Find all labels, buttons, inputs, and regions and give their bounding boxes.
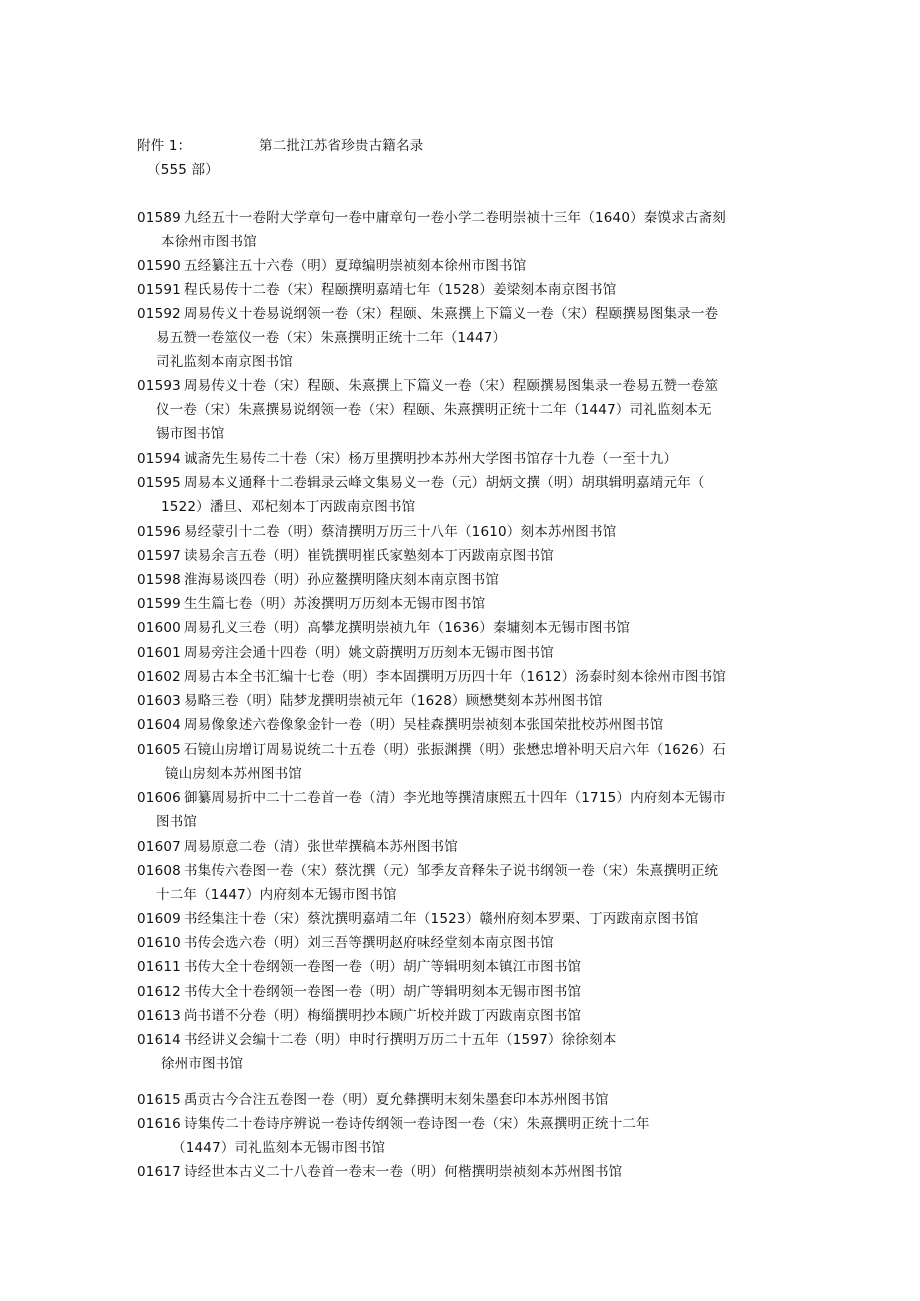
entry-line: 01602 周易古本全书汇编十七卷（明）李本固撰明万历四十年（1612）汤泰时刻本徐州市图书馆	[137, 669, 727, 685]
entry-number: 01612	[137, 984, 181, 1000]
entry-line: 01610 书传会选六卷（明）刘三吾等撰明赵府味经堂刻本南京图书馆	[137, 935, 554, 951]
entry-number: 01600	[137, 620, 181, 636]
entry-line: 01609 书经集注十卷（宋）蔡沈撰明嘉靖二年（1523）赣州府刻本罗栗、丁丙跋南京图书馆	[137, 911, 699, 927]
entry-number: 01598	[137, 572, 181, 588]
entry-number: 01607	[137, 839, 181, 855]
entry-line-cont: （1447）司礼监刻本无锡市图书馆	[172, 1140, 386, 1156]
entry-line-cont: 锡市图书馆	[156, 426, 225, 442]
entry-number: 01608	[137, 863, 181, 879]
entry-number: 01606	[137, 790, 181, 806]
entry-line-cont: 图书馆	[156, 814, 198, 830]
attachment-label: 附件 1：	[137, 138, 192, 154]
entry-line: 01592 周易传义十卷易说纲领一卷（宋）程颐、朱熹撰上下篇义一卷（宋）程颐撰易图集录一卷	[137, 306, 719, 322]
entry-line: 01614 书经讲义会编十二卷（明）申时行撰明万历二十五年（1597）徐徐刻本	[137, 1032, 617, 1048]
entry-line-cont: 易五赞一卷筮仪一卷（宋）朱熹撰明正统十二年（1447）	[156, 330, 507, 346]
entry-line: 01615 禹贡古今合注五卷图一卷（明）夏允彝撰明末刻朱墨套印本苏州图书馆	[137, 1092, 609, 1108]
entry-number: 01595	[137, 475, 181, 491]
entry-line: 01616 诗集传二十卷诗序辨说一卷诗传纲领一卷诗图一卷（宋）朱熹撰明正统十二年	[137, 1116, 650, 1132]
page-title: 第二批江苏省珍贵古籍名录	[259, 138, 424, 154]
entry-line: 01593 周易传义十卷（宋）程颐、朱熹撰上下篇义一卷（宋）程颐撰易图集录一卷易五赞一卷筮	[137, 378, 719, 394]
entry-number: 01604	[137, 717, 181, 733]
entry-line-cont: 仪一卷（宋）朱熹撰易说纲领一卷（宋）程颐、朱熹撰明正统十二年（1447）司礼监刻本无	[156, 402, 712, 418]
entry-line: 01605 石镜山房增订周易说统二十五卷（明）张振渊撰（明）张懋忠增补明天启六年（1626）石	[137, 742, 727, 758]
entry-line: 01595 周易本义通释十二卷辑录云峰文集易义一卷（元）胡炳文撰（明）胡琪辑明嘉靖元年（	[137, 475, 705, 491]
entry-number: 01599	[137, 596, 181, 612]
entry-number: 01597	[137, 548, 181, 564]
entry-number: 01593	[137, 378, 181, 394]
entry-line: 01598 淮海易谈四卷（明）孙应鳌撰明隆庆刻本南京图书馆	[137, 572, 500, 588]
entry-line: 01599 生生篇七卷（明）苏浚撰明万历刻本无锡市图书馆	[137, 596, 486, 612]
entry-line: 01612 书传大全十卷纲领一卷图一卷（明）胡广等辑明刻本无锡市图书馆	[137, 984, 582, 1000]
entry-line: 01596 易经蒙引十二卷（明）蔡清撰明万历三十八年（1610）刻本苏州图书馆	[137, 524, 617, 540]
entry-number: 01601	[137, 645, 181, 661]
entry-line: 01604 周易像象述六卷像象金针一卷（明）吴桂森撰明崇祯刻本张国荣批校苏州图书馆	[137, 717, 664, 733]
entry-number: 01611	[137, 959, 181, 975]
entry-number: 01616	[137, 1116, 181, 1132]
entry-number: 01613	[137, 1008, 181, 1024]
entry-number: 01592	[137, 306, 181, 322]
entry-line: 01607 周易原意二卷（清）张世荦撰稿本苏州图书馆	[137, 839, 458, 855]
entry-line: 01608 书集传六卷图一卷（宋）蔡沈撰（元）邹季友音释朱子说书纲领一卷（宋）朱熹撰明正统	[137, 863, 719, 879]
entry-line: 01591 程氏易传十二卷（宋）程颐撰明嘉靖七年（1528）姜梁刻本南京图书馆	[137, 282, 617, 298]
entry-number: 01605	[137, 742, 181, 758]
entry-number: 01590	[137, 258, 181, 274]
entry-number: 01603	[137, 693, 181, 709]
entry-line: 01597 读易余言五卷（明）崔铣撰明崔氏家塾刻本丁丙跋南京图书馆	[137, 548, 554, 564]
book-count: （555 部）	[147, 162, 219, 178]
entry-number: 01591	[137, 282, 181, 298]
entry-line: 01606 御纂周易折中二十二卷首一卷（清）李光地等撰清康熙五十四年（1715）内府刻本无锡市	[137, 790, 727, 806]
entry-line-cont: 司礼监刻本南京图书馆	[156, 354, 293, 370]
entry-number: 01589	[137, 210, 181, 226]
entry-number: 01610	[137, 935, 181, 951]
entry-line-cont: 本徐州市图书馆	[161, 234, 257, 250]
entry-line: 01617 诗经世本古义二十八卷首一卷末一卷（明）何楷撰明崇祯刻本苏州图书馆	[137, 1164, 623, 1180]
entry-number: 01617	[137, 1164, 181, 1180]
entry-line: 01600 周易孔义三卷（明）高攀龙撰明崇祯九年（1636）秦墉刻本无锡市图书馆	[137, 620, 631, 636]
entry-line-cont: 徐州市图书馆	[161, 1056, 244, 1072]
entry-line-cont: 1522）潘旦、邓杞刻本丁丙跋南京图书馆	[161, 499, 416, 515]
entry-line: 01603 易略三卷（明）陆梦龙撰明崇祯元年（1628）顾懋樊刻本苏州图书馆	[137, 693, 603, 709]
entry-line: 01613 尚书谱不分卷（明）梅缁撰明抄本顾广圻校并跋丁丙跋南京图书馆	[137, 1008, 582, 1024]
entry-line: 01589 九经五十一卷附大学章句一卷中庸章句一卷小学二卷明崇祯十三年（1640）秦馍求古斋刻	[137, 210, 727, 226]
entry-line: 01594 诚斋先生易传二十卷（宋）杨万里撰明抄本苏州大学图书馆存十九卷（一至十九）	[137, 451, 678, 467]
entry-line: 01611 书传大全十卷纲领一卷图一卷（明）胡广等辑明刻本镇江市图书馆	[137, 959, 582, 975]
entry-number: 01602	[137, 669, 181, 685]
entry-line: 01590 五经纂注五十六卷（明）夏璋编明崇祯刻本徐州市图书馆	[137, 258, 527, 274]
entry-number: 01596	[137, 524, 181, 540]
entry-line: 01601 周易旁注会通十四卷（明）姚文蔚撰明万历刻本无锡市图书馆	[137, 645, 554, 661]
entry-number: 01594	[137, 451, 181, 467]
entry-line-cont: 十二年（1447）内府刻本无锡市图书馆	[156, 887, 397, 903]
entry-line-cont: 镜山房刻本苏州图书馆	[165, 766, 302, 782]
entry-number: 01609	[137, 911, 181, 927]
entry-number: 01615	[137, 1092, 181, 1108]
header-row	[137, 137, 424, 155]
entry-number: 01614	[137, 1032, 181, 1048]
